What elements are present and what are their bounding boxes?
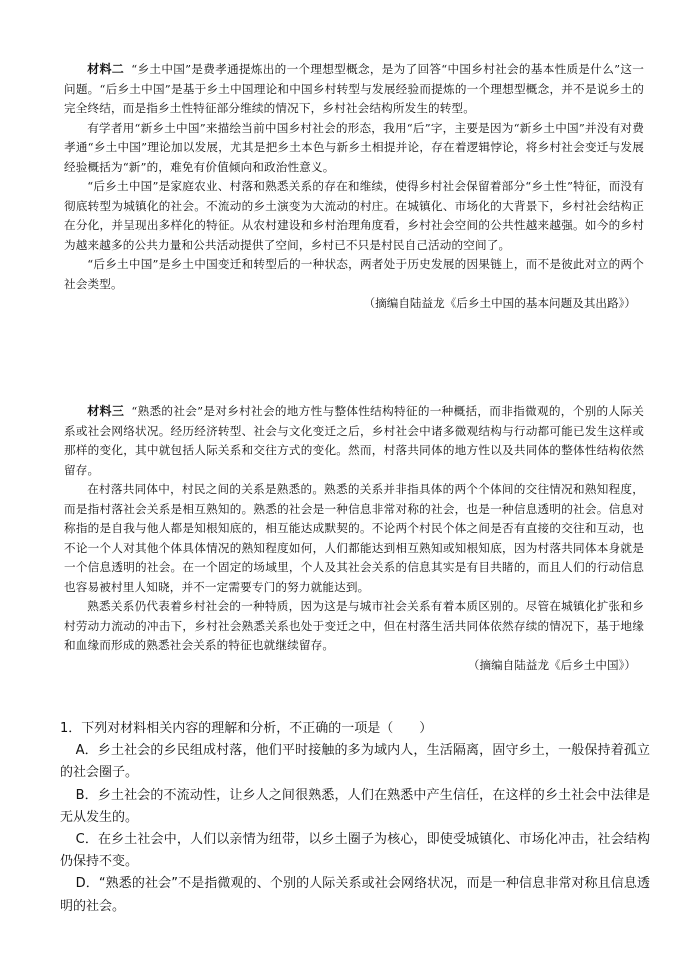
question-1-option-b: B．乡土社会的不流动性，让乡人之间很熟悉，人们在熟悉中产生信任，在这样的乡土社会中法律是无从发生的。 (60, 787, 650, 825)
question-1-option-a: A．乡土社会的乡民组成村落，他们平时接触的多为域内人，生活隔离，固守乡土，一般保持着孤立的社会圈子。 (60, 743, 650, 781)
question-1-option-c: C．在乡土社会中，人们以亲情为纽带，以乡土圈子为核心，即使受城镇化、市场化冲击，社会结构仍保持不变。 (60, 832, 650, 870)
material-three-section (64, 402, 644, 675)
material-three-paragraph-1: 材料三 “熟悉的社会”是对乡村社会的地方性与整体性结构特征的一种概括，而非指微观的，个别的人际关系或社会网络状况。经历经济转型、社会与文化变迁之后，乡村社会中诸多微观结构与行动都可能已发生这样或那样的变化，其中就包括人际关系和交往方式的变化。然而，村落共同体的地方性以及共同体的整体性结构依然留存。 (64, 404, 644, 477)
material-two-paragraph-4: “后乡土中国”是乡土中国变迁和转型后的一种状态，两者处于历史发展的因果链上，而不是彼此对立的两个社会类型。 (64, 257, 644, 291)
material-two-section (64, 60, 644, 314)
material-three-paragraph-3: 熟悉关系仍代表着乡村社会的一种特质，因为这是与城市社会关系有着本质区别的。尽管在城镇化扩张和乡村劳动力流动的冲击下，乡村社会熟悉关系也处于变迁之中，但在村落生活共同体依然存续的情况下，基于地缘和血缘而形成的熟悉社会关系的特征也就继续留存。 (64, 599, 644, 652)
question-1-block (60, 718, 650, 918)
material-three-label: 材料三 (87, 404, 125, 418)
material-two-source: （摘编自陆益龙《后乡土中国的基本问题及其出路》） (363, 296, 636, 310)
material-two-paragraph-1: 材料二 “乡土中国”是费孝通提炼出的一个理想型概念，是为了回答“中国乡村社会的基本性质是什么”这一问题。“后乡土中国”是基于乡土中国理论和中国乡村转型与发展经验而提炼的一个理想型概念，并不是说乡土的完全终结，而是指乡土性特征部分维续的情况下，乡村社会结构所发生的转型。 (64, 62, 644, 115)
material-three-paragraph-2: 在村落共同体中，村民之间的关系是熟悉的。熟悉的关系并非指具体的两个个体间的交往情况和熟知程度，而是指村落社会关系是相互熟知的。熟悉的社会是一种信息非常对称的社会，也是一种信息透明的社会。信息对称指的是自我与他人都是知根知底的，相互能达成默契的。不论两个村民个体之间是否有直接的交往和互动，也不论一个人对其他个体具体情况的熟知程度如何，人们都能达到相互熟知或知根知底，因为村落共同体本身就是一个信息透明的社会。在一个固定的场域里，个人及其社会关系的信息其实是有目共睹的，而且人们的行动信息也容易被村里人知晓，并不一定需要专门的努力就能达到。 (64, 482, 644, 594)
question-1-option-d: D．“熟悉的社会”不是指微观的、个别的人际关系或社会网络状况，而是一种信息非常对称且信息透明的社会。 (60, 876, 650, 914)
material-two-paragraph-3: “后乡土中国”是家庭农业、村落和熟悉关系的存在和维续，使得乡村社会保留着部分“乡土性”特征，而没有彻底转型为城镇化的社会。不流动的乡土演变为大流动的村庄。在城镇化、市场化的大背景下，乡村社会结构正在分化，并呈现出多样化的特征。从农村建设和乡村治理角度看，乡村社会空间的公共性越来越强。如今的乡村为越来越多的公共力量和公共活动提供了空间，乡村已不只是村民自己活动的空间了。 (64, 179, 644, 252)
material-three-source: （摘编自陆益龙《后乡土中国》） (467, 657, 636, 672)
material-two-paragraph-2: 有学者用“新乡土中国”来描绘当前中国乡村社会的形态，我用“后”字，主要是因为“新乡土中国”并没有对费孝通“乡土中国”理论加以发展，尤其是把乡土本色与新乡土相提并论，存在着逻辑悖论，将乡村社会变迁与发展经验概括为“新”的，难免有价值倾向和政治性意义。 (64, 120, 644, 174)
material-two-label: 材料二 (87, 62, 125, 76)
question-1-stem: 1．下列对材料相关内容的理解和分析，不正确的一项是（ ） (60, 721, 433, 736)
